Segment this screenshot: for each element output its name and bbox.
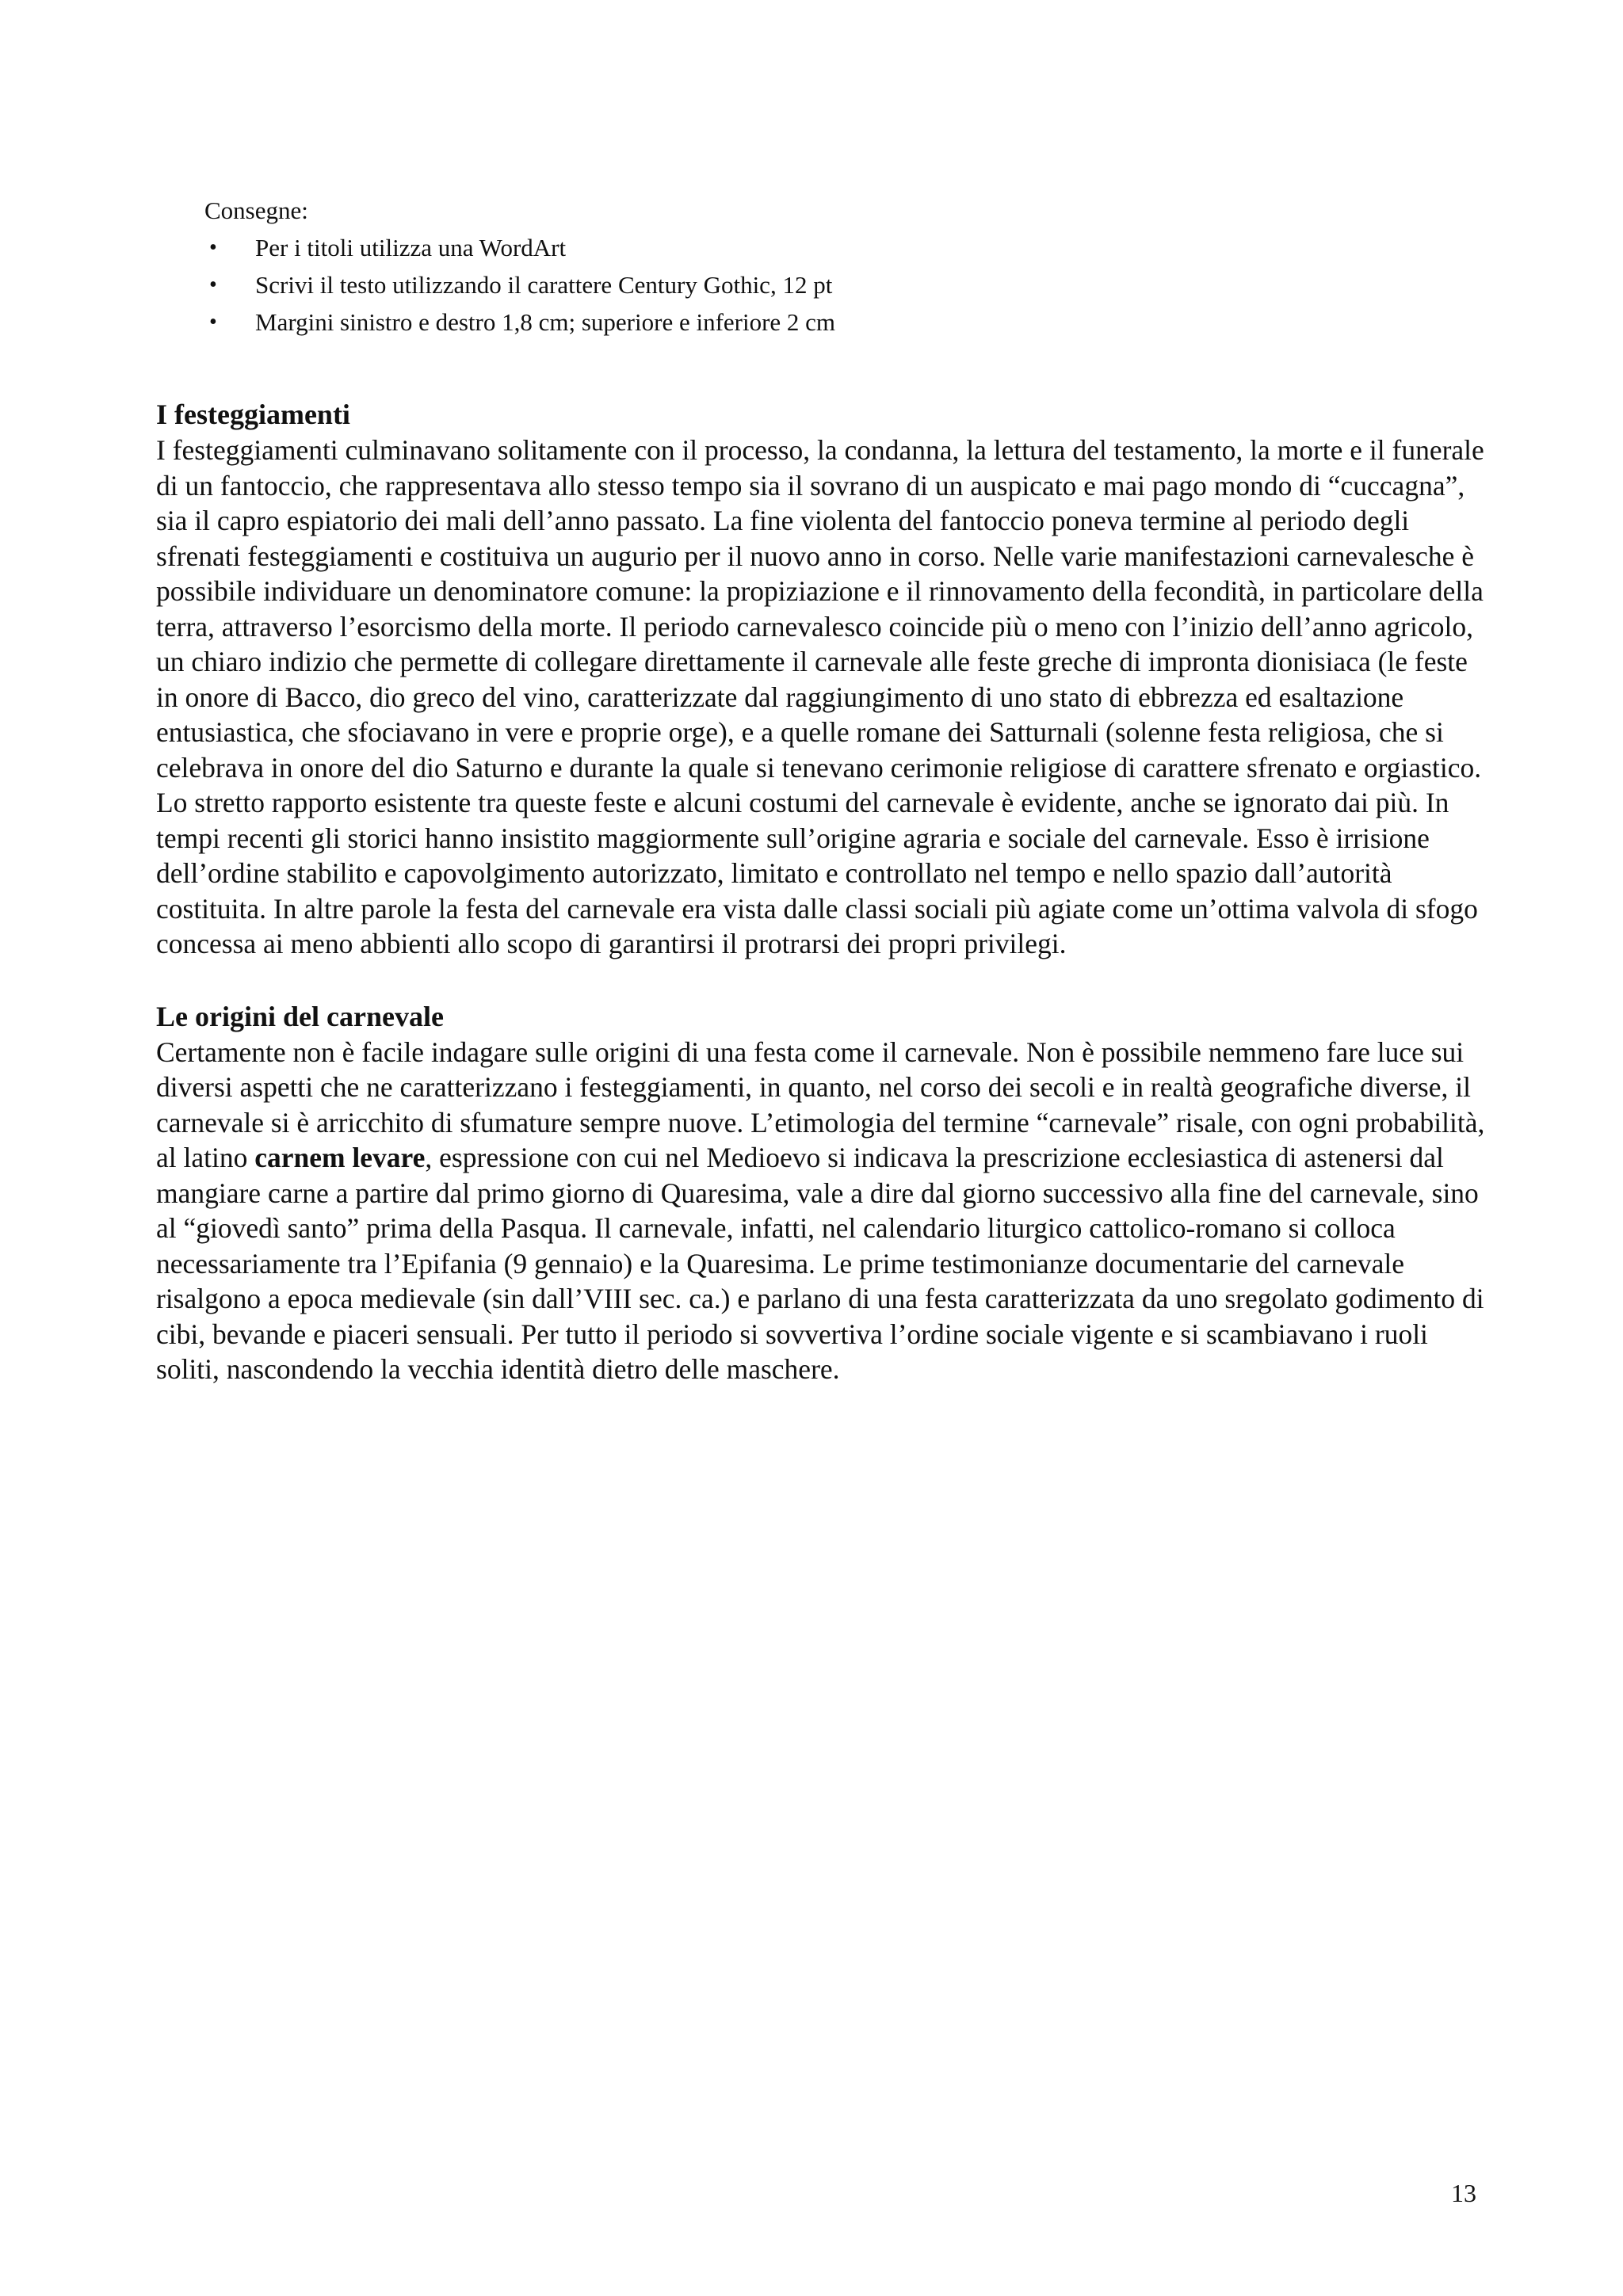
paragraph-text: Certamente non è facile indagare sulle origini di una festa come il carnevale. Non è possibile nemmeno fare luce sui diversi aspetti che ne caratterizzano i festeggiamenti, in quanto, nel corso dei secoli e in realtà geografiche diverse, il carnevale si è arricchito di sfumature sempre nuove. L’etimologia del termine “carnevale” risale, con ogni probabilità, al latino <box>156 1035 1485 1173</box>
document-body <box>156 396 1487 1387</box>
section-title-festeggiamenti: I festeggiamenti <box>156 399 350 430</box>
bold-term: carnem levare <box>254 1142 426 1173</box>
instruction-item <box>204 229 1472 266</box>
bullet-icon: • <box>209 273 217 297</box>
instruction-text: Margini sinistro e destro 1,8 cm; superiore e inferiore 2 cm <box>255 308 836 336</box>
instruction-item <box>204 266 1472 303</box>
paragraph: I festeggiamenti culminavano solitamente con il processo, la condanna, la lettura del testamento, la morte e il funerale di un fantoccio, che rappresentava allo stesso tempo sia il sovrano di un auspicato e mai pago mondo di “cuccagna”, sia il capro espiatorio dei mali dell’anno passato. La fine violenta del fantoccio poneva termine al periodo degli sfrenati festeggiamenti e costituiva un augurio per il nuovo anno in corso. Nelle varie manifestazioni carnevalesche è possibile individuare un denominatore comune: la propiziazione e il rinnovamento della fecondità, in particolare della terra, attraverso l’esorcismo della morte. Il periodo carnevalesco coincide più o meno con l’inizio dell’anno agricolo, un chiaro indizio che permette di collegare direttamente il carnevale alle feste greche di impronta dionisiaca (le feste in onore di Bacco, dio greco del vino, caratterizzate dal raggiungimento di uno stato di ebbrezza ed esaltazione entusiastica, che sfociavano in vere e proprie orge), e a quelle romane dei Satturnali (solenne festa religiosa, che si celebrava in onore del dio Saturno e durante la quale si tenevano cerimonie religiose di carattere sfrenato e orgiastico. <box>156 434 1484 784</box>
instructions-heading: Consegne: <box>204 196 308 224</box>
bullet-icon: • <box>209 235 217 260</box>
instructions-block <box>204 192 1472 341</box>
instruction-text: Scrivi il testo utilizzando il carattere Century Gothic, 12 pt <box>255 271 833 299</box>
page-number: 13 <box>1451 2179 1476 2207</box>
paragraph <box>156 1035 1487 1387</box>
bullet-icon: • <box>209 310 217 334</box>
section-spacer <box>156 962 1487 998</box>
instruction-item <box>204 303 1472 341</box>
section-title-origini: Le origini del carnevale <box>156 1000 444 1032</box>
instruction-text: Per i titoli utilizza una WordArt <box>255 234 567 261</box>
paragraph-text: , espressione con cui nel Medioevo si indicava la prescrizione ecclesiastica di astenersi dal mangiare carne a partire dal primo giorno di Quaresima, vale a dire dal giorno successivo alla fine del carnevale, sino al “giovedì santo” prima della Pasqua. Il carnevale, infatti, nel calendario liturgico cattolico-romano si colloca necessariamente tra l’Epifania (9 gennaio) e la Quaresima. Le prime testimonianze documentarie del carnevale risalgono a epoca medievale (sin dall’VIII sec. ca.) e parlano di una festa caratterizzata da uno sregolato godimento di cibi, bevande e piaceri sensuali. Per tutto il periodo si sovvertiva l’ordine sociale vigente e si scambiavano i ruoli soliti, nascondendo la vecchia identità dietro delle maschere. <box>156 1142 1484 1385</box>
instructions-list <box>204 229 1472 341</box>
paragraph: Lo stretto rapporto esistente tra queste feste e alcuni costumi del carnevale è evidente, anche se ignorato dai più. In tempi recenti gli storici hanno insistito maggiormente sull’origine agraria e sociale del carnevale. Esso è irrisione dell’ordine stabilito e capovolgimento autorizzato, limitato e controllato nel tempo e nello spazio dall’autorità costituita. In altre parole la festa del carnevale era vista dalle classi sociali più agiate come un’ottima valvola di sfogo concessa ai meno abbienti allo scopo di garantirsi il protrarsi dei propri privilegi. <box>156 787 1478 959</box>
